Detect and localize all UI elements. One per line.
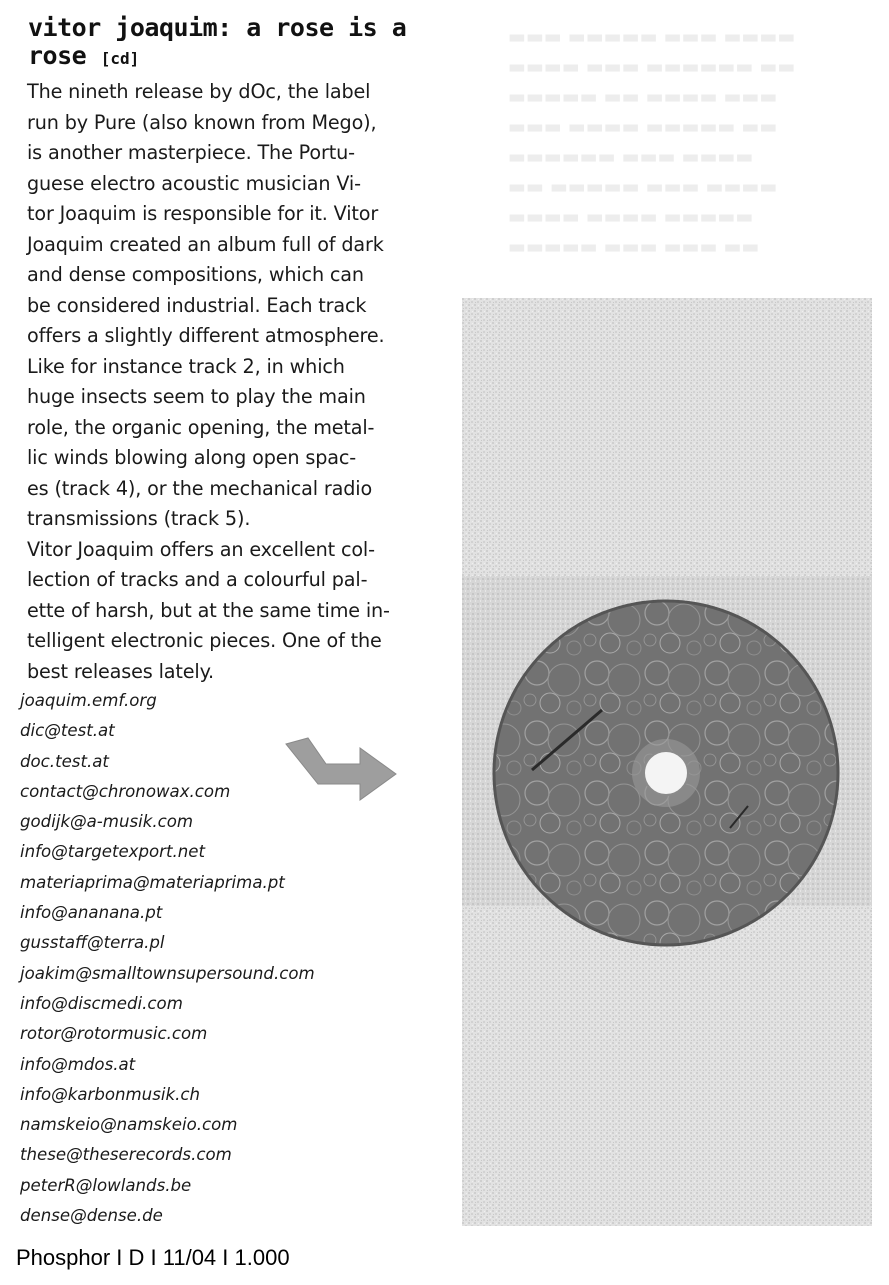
body-line: telligent electronic pieces. One of the — [27, 629, 382, 652]
body-line: lic winds blowing along open spac- — [27, 446, 357, 469]
contact-link[interactable]: these@theserecords.com — [20, 1145, 232, 1165]
contact-link[interactable]: info@ananana.pt — [20, 903, 163, 923]
body-line: Vitor Joaquim offers an excellent col- — [27, 537, 375, 561]
contact-link[interactable]: gusstaff@terra.pl — [20, 933, 165, 953]
body-line: Joaquim created an album full of dark — [27, 232, 384, 256]
review-body — [27, 77, 427, 687]
review-title — [28, 14, 418, 73]
body-line: Like for instance track 2, in which — [27, 354, 345, 378]
body-line: huge insects seem to play the main — [27, 385, 366, 408]
body-line: transmissions (track 5). — [27, 507, 251, 530]
review-title-text: vitor joaquim: a rose is a rose — [28, 13, 407, 70]
body-line: ette of harsh, but at the same time in- — [27, 598, 390, 622]
contact-link[interactable]: info@targetexport.net — [20, 842, 206, 862]
body-line: The nineth release by dOc, the label — [27, 80, 371, 103]
body-line: offers a slightly different atmosphere. — [27, 324, 385, 347]
footer-source: Phosphor I D I 11/04 I 1.000 — [16, 1245, 290, 1270]
cd-disc-icon — [494, 601, 838, 945]
contact-link[interactable]: godijk@a-musik.com — [20, 812, 194, 832]
cd-image-panel — [462, 298, 872, 1226]
body-line: run by Pure (also known from Mego), — [27, 110, 377, 134]
arrow-icon — [282, 734, 400, 806]
contact-link[interactable]: namskeio@namskeio.com — [20, 1115, 238, 1135]
contact-link[interactable]: info@karbonmusik.ch — [20, 1084, 200, 1104]
contact-link[interactable]: materiaprima@materiaprima.pt — [20, 872, 285, 892]
body-line: es (track 4), or the mechanical radio — [27, 476, 373, 500]
body-line: tor Joaquim is responsible for it. Vitor — [27, 202, 379, 225]
body-line: be considered industrial. Each track — [27, 293, 367, 317]
body-line: and dense compositions, which can — [27, 263, 364, 286]
contact-link[interactable]: dense@dense.de — [20, 1206, 163, 1226]
contact-link[interactable]: contact@chronowax.com — [20, 781, 231, 801]
bleed-through-noise: ▬▬▬ ▬▬▬▬▬ ▬▬▬ ▬▬▬▬ ▬▬▬▬ ▬▬▬ ▬▬▬▬▬▬ ▬▬ ▬▬▬▬▬ ▬▬ ▬▬▬▬ ▬▬▬ ▬▬▬ ▬▬▬▬ ▬▬▬▬▬ ▬▬ ▬▬▬▬▬▬ ▬▬▬ ▬▬▬▬ ▬▬ ▬▬▬▬▬ ▬▬▬ ▬▬▬▬ ▬▬▬▬ ▬▬▬▬ ▬▬▬▬▬ ▬▬▬▬▬ ▬▬▬ ▬▬▬ ▬▬ — [508, 26, 796, 258]
contact-link[interactable]: rotor@rotormusic.com — [20, 1024, 208, 1044]
body-line: is another masterpiece. The Portu- — [27, 141, 355, 164]
contact-link[interactable]: peterR@lowlands.be — [20, 1175, 192, 1195]
body-line: role, the organic opening, the metal- — [27, 415, 375, 439]
body-line: best releases lately. — [27, 659, 214, 683]
contact-link[interactable]: dic@test.at — [20, 721, 115, 741]
contact-link[interactable]: info@discmedi.com — [20, 993, 183, 1013]
body-line: guese electro acoustic musician Vi- — [27, 171, 361, 195]
contact-link[interactable]: doc.test.at — [20, 751, 109, 771]
contact-link[interactable]: joakim@smalltownsupersound.com — [20, 963, 315, 983]
body-line: lection of tracks and a colourful pal- — [27, 568, 368, 591]
contact-link[interactable]: info@mdos.at — [20, 1054, 136, 1074]
contact-link[interactable]: joaquim.emf.org — [20, 691, 157, 710]
format-tag: [cd] — [100, 49, 140, 68]
